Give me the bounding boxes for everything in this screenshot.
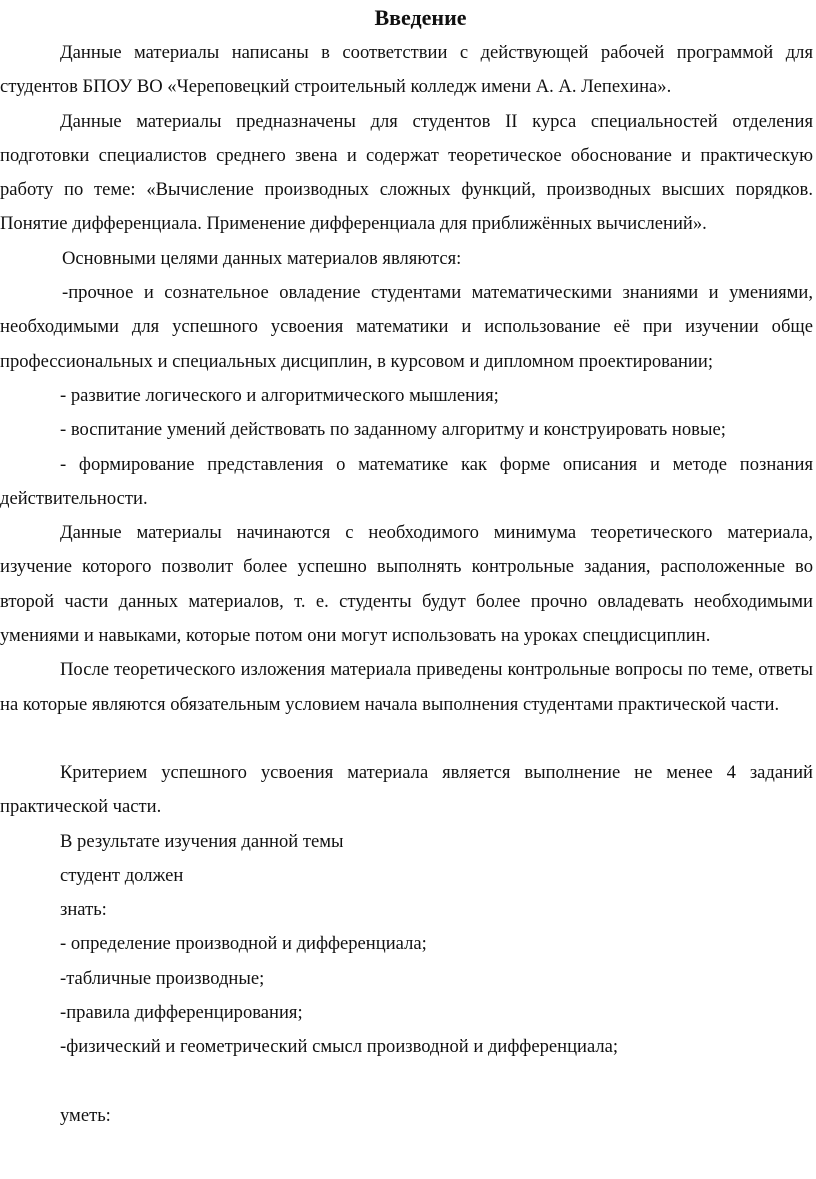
know-item: -физический и геометрический смысл производной и дифференциала; [60,1036,619,1058]
know-item: -правила дифференцирования; [60,1002,303,1024]
paragraph-questions: После теоретического изложения материала приведены контрольные вопросы по теме, ответы на которые являются обязательным условием начала выполнения студентами практической части. [0,659,813,715]
paragraph-structure: Данные материалы начинаются с необходимого минимума теоретического материала, изучение которого позволит более успешно выполнять контрольные задания, расположенные во второй части данных материалов, т. е. студенты будут более прочно овладевать необходимыми умениями и навыками, которые потом они могут использовать на уроках спецдисциплин. [0,522,813,647]
spacer [0,1065,813,1099]
goal-item-3: - воспитание умений действовать по заданному алгоритму и конструировать новые; [60,419,726,441]
page-title: Введение [374,5,467,30]
spacer [0,722,813,756]
result-student: студент должен [60,864,184,886]
paragraph-goals-heading: Основными целями данных материалов являются: [62,247,462,269]
know-label: знать: [60,899,107,921]
know-item: - определение производной и дифференциала; [60,933,427,955]
paragraph-criterion: Критерием успешного усвоения материала является выполнение не менее 4 заданий практической части. [0,761,813,818]
can-label: уметь: [60,1104,111,1126]
goal-item-4: - формирование представления о математике как форме описания и методе познания действительности. [0,453,813,509]
goal-item-2: - развитие логического и алгоритмического мышления; [60,384,499,406]
paragraph-purpose: Данные материалы предназначены для студентов II курса специальностей отделения подготовки специалистов среднего звена и содержат теоретическое обоснование и практическую работу по теме: «Вычисление производных сложных функций, производных высших порядков. Понятие дифференциала. Применение дифференциала для приближённых вычислений». [0,110,813,235]
know-item: -табличные производные; [60,967,265,989]
goal-item-1: -прочное и сознательное овладение студентами математическими знаниями и умениями, необходимыми для успешного усвоения математики и использование её при изучении обще профессиональных и специальных дисциплин, в курсовом и дипломном проектировании; [0,282,813,372]
result-intro: В результате изучения данной темы [60,830,344,852]
paragraph-intro: Данные материалы написаны в соответствии с действующей рабочей программой для студентов БПОУ ВО «Череповецкий строительный колледж имени А. А. Лепехина». [0,42,813,98]
